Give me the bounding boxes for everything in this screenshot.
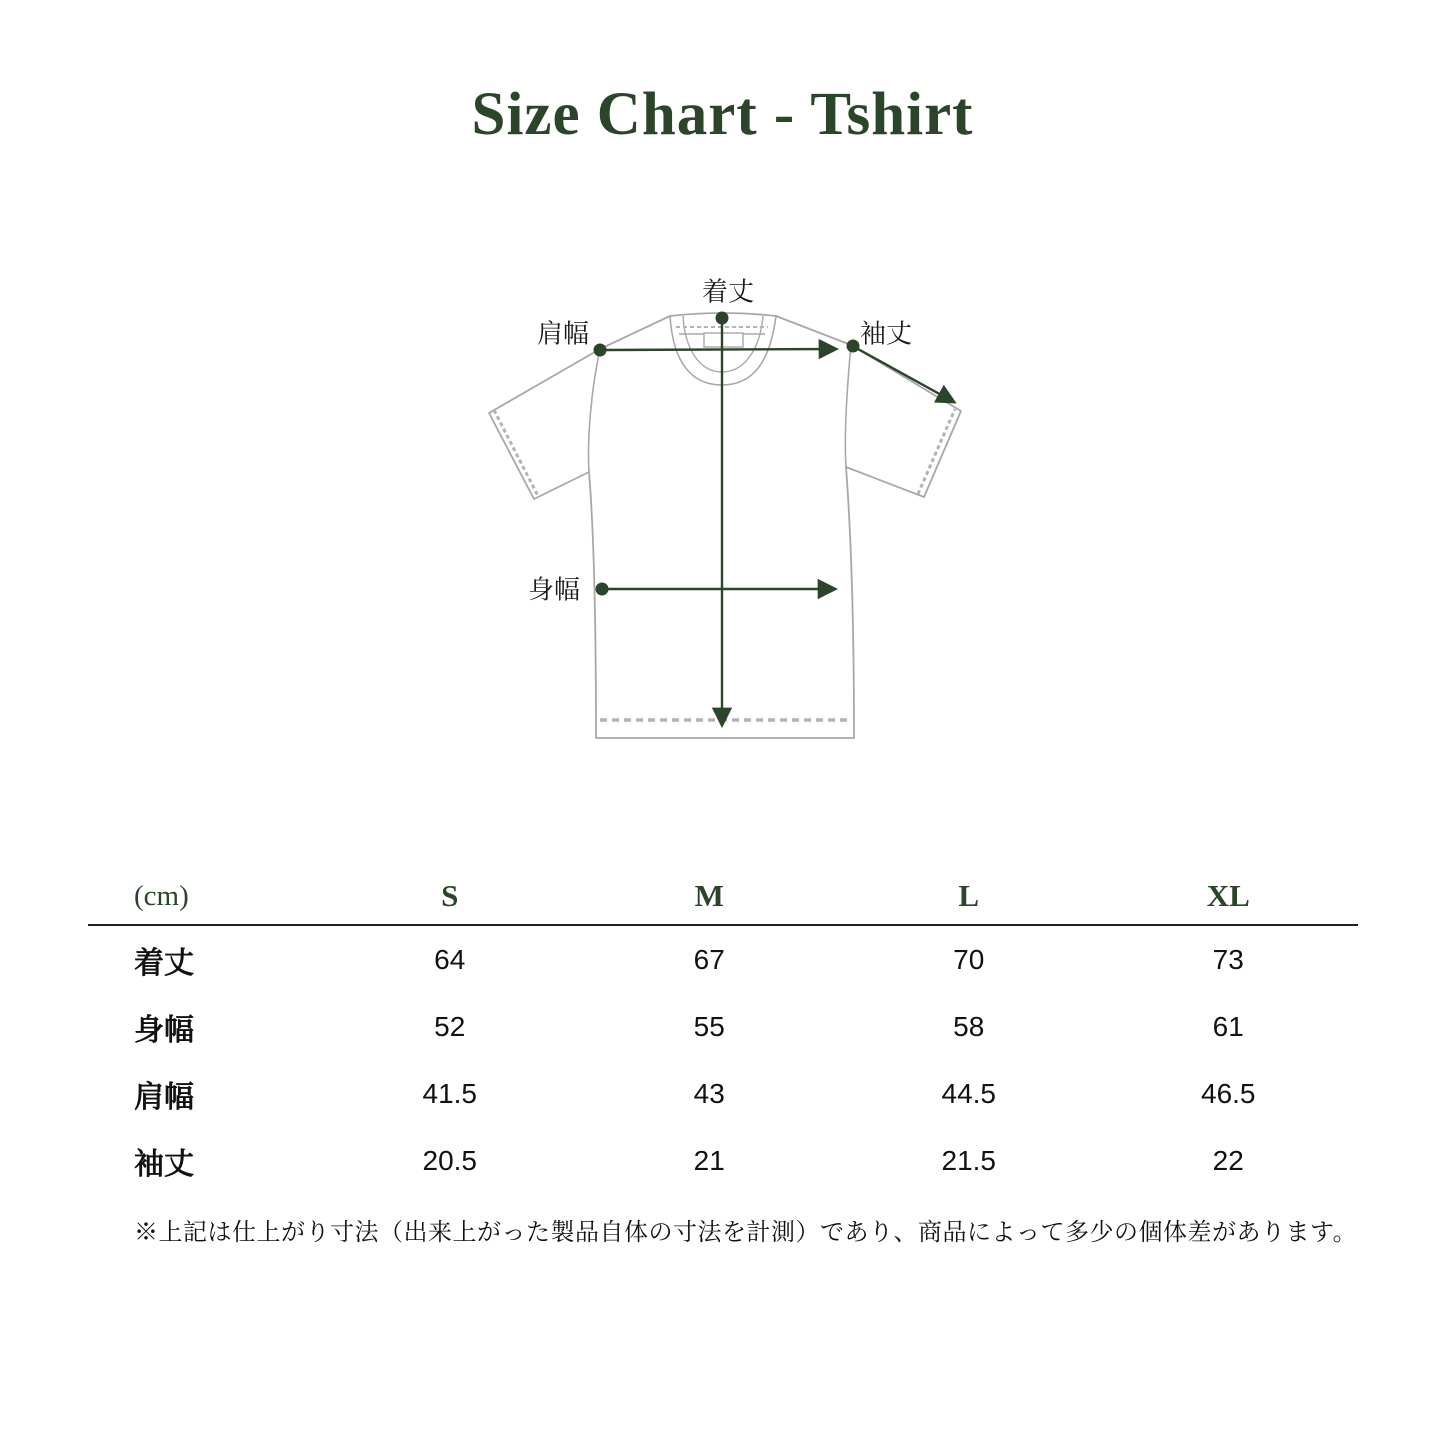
footnote: ※上記は仕上がり寸法（出来上がった製品自体の寸法を計測）であり、商品によって多少の個体差があります。 <box>134 1219 1358 1246</box>
cell-value: 44.5 <box>941 1077 996 1109</box>
cell-value: 21.5 <box>941 1144 996 1176</box>
column-header-l: L <box>958 878 980 913</box>
shoulder-width-arrow <box>606 349 836 350</box>
cell-value: 21 <box>693 1144 725 1176</box>
sleeve-length-dot <box>847 340 860 353</box>
cell-value: 61 <box>1212 1010 1244 1042</box>
diagram-label-body-width: 身幅 <box>527 574 581 605</box>
table-row-body-length <box>88 926 1358 993</box>
cell-value: 52 <box>434 1010 466 1042</box>
cell-value: 22 <box>1212 1144 1244 1176</box>
collar-label-tag <box>704 333 743 347</box>
row-label: 着丈 <box>134 946 194 980</box>
row-label: 肩幅 <box>134 1080 194 1114</box>
table-header-row <box>88 868 1358 926</box>
cell-value: 43 <box>693 1077 725 1109</box>
column-header-s: S <box>441 878 459 913</box>
tshirt-measurement-diagram <box>460 270 980 750</box>
diagram-label-body-length: 着丈 <box>701 276 755 307</box>
diagram-label-shoulder-width: 肩幅 <box>536 318 590 349</box>
cell-value: 20.5 <box>422 1144 477 1176</box>
row-label: 袖丈 <box>134 1147 194 1181</box>
cell-value: 73 <box>1212 943 1244 975</box>
cell-value: 46.5 <box>1201 1077 1256 1109</box>
table-row-shoulder-width <box>88 1060 1358 1127</box>
body-length-dot <box>716 312 729 325</box>
column-header-xl: XL <box>1206 878 1250 913</box>
cell-value: 67 <box>693 943 725 975</box>
size-table <box>88 868 1358 1194</box>
body-width-dot <box>596 583 609 596</box>
column-header-m: M <box>694 878 724 913</box>
tshirt-outline <box>489 313 961 738</box>
shoulder-width-dot <box>594 344 607 357</box>
row-label: 身幅 <box>134 1013 194 1047</box>
cell-value: 64 <box>434 943 466 975</box>
table-row-sleeve-length <box>88 1127 1358 1194</box>
unit-header: (cm) <box>134 879 189 912</box>
cell-value: 41.5 <box>422 1077 477 1109</box>
page-title: Size Chart - Tshirt <box>471 81 974 148</box>
table-row-body-width <box>88 993 1358 1060</box>
cell-value: 55 <box>693 1010 725 1042</box>
cell-value: 58 <box>953 1010 985 1042</box>
cell-value: 70 <box>953 943 985 975</box>
diagram-label-sleeve-length: 袖丈 <box>859 318 913 349</box>
